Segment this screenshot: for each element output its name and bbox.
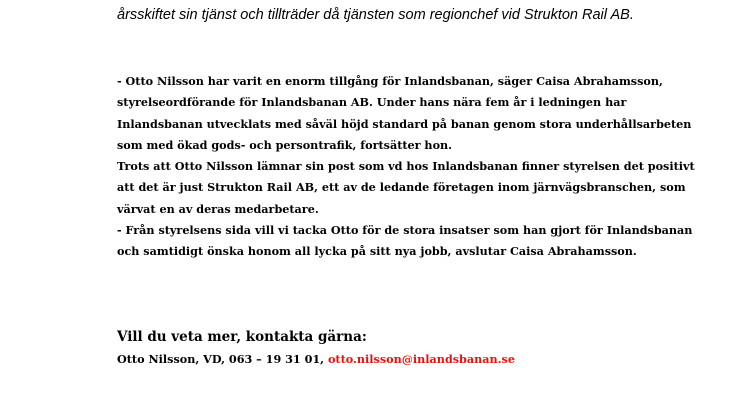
body-line: värvat en av deras medarbetare.	[117, 201, 319, 216]
body-line: som med ökad gods- och persontrafik, fortsätter hon.	[117, 137, 453, 152]
body-line: att det är just Strukton Rail AB, ett av de ledande företagen inom järnvägsbranschen, som	[117, 180, 686, 195]
body-line: - Otto Nilsson har varit en enorm tillgång för Inlandsbanan, säger Caisa Abrahamsson,	[117, 74, 663, 88]
body-line: styrelseordförande för Inlandsbanan AB. Under hans nära fem år i ledningen har	[117, 95, 627, 110]
body-line: Trots att Otto Nilsson lämnar sin post som vd hos Inlandsbanan finner styrelsen det positivt	[117, 159, 695, 174]
body-line: - Från styrelsens sida vill vi tacka Otto för de stora insatser som han gjort för Inlandsbanan	[117, 223, 693, 238]
quote-paragraph	[117, 71, 737, 263]
intro-paragraph: årsskiftet sin tjänst och tillträder då tjänsten som regionchef vid Strukton Rail AB.	[117, 7, 634, 23]
body-line: Inlandsbanan utvecklats med såväl höjd standard på banan genom stora underhållsarbeten	[117, 116, 692, 131]
contact-heading: Vill du veta mer, kontakta gärna:	[117, 329, 367, 345]
email-link[interactable]: otto.nilsson@inlandsbanan.se	[327, 352, 515, 366]
body-line: och samtidigt önska honom all lycka på sitt nya jobb, avslutar Caisa Abrahamsson.	[117, 244, 637, 259]
contact-text: Otto Nilsson, VD, 063 – 19 31 01,	[117, 352, 328, 366]
contact-details	[117, 352, 515, 366]
